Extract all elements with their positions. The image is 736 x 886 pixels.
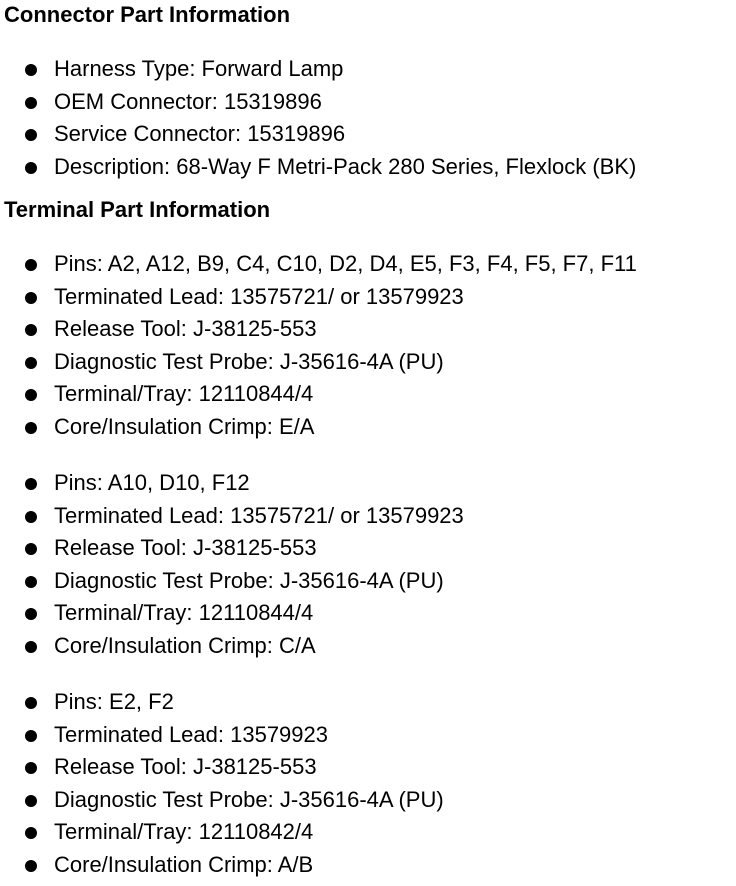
pins-text: Pins: A10, D10, F12 <box>54 470 250 495</box>
pins-text: Pins: A2, A12, B9, C4, C10, D2, D4, E5, F3, F4, F5, F7, F11 <box>54 251 637 276</box>
bullet-icon <box>25 730 37 742</box>
test-probe-text: Diagnostic Test Probe: J-35616-4A (PU) <box>54 786 444 812</box>
bullet-icon <box>25 357 37 369</box>
bullet-icon <box>25 389 37 401</box>
release-tool-text: Release Tool: J-38125-553 <box>54 535 317 561</box>
bullet-icon <box>25 324 37 336</box>
terminal-tray-text: Terminal/Tray: 12110844/4 <box>54 381 314 407</box>
bullet-icon <box>25 292 37 304</box>
bullet-icon <box>25 827 37 839</box>
description-text: Description: 68-Way F Metri-Pack 280 Series, Flexlock (BK) <box>54 153 637 179</box>
bullet-icon <box>25 478 37 490</box>
bullet-icon <box>25 64 37 76</box>
test-probe-text: Diagnostic Test Probe: J-35616-4A (PU) <box>54 348 444 374</box>
terminal-tray-text: Terminal/Tray: 12110844/4 <box>54 600 314 626</box>
bullet-icon <box>25 97 37 109</box>
bullet-icon <box>25 162 37 174</box>
terminated-lead-text: Terminated Lead: 13575721/ or 13579923 <box>54 283 464 309</box>
release-tool-text: Release Tool: J-38125-553 <box>54 316 317 342</box>
terminal-section-title: Terminal Part Information <box>4 197 271 222</box>
bullet-icon <box>25 641 37 653</box>
bullet-icon <box>25 795 37 807</box>
crimp-text: Core/Insulation Crimp: A/B <box>54 851 314 877</box>
bullet-icon <box>25 129 37 141</box>
bullet-icon <box>25 543 37 555</box>
crimp-text: Core/Insulation Crimp: C/A <box>54 632 316 658</box>
bullet-icon <box>25 259 37 271</box>
release-tool-text: Release Tool: J-38125-553 <box>54 754 317 780</box>
harness-type-text: Harness Type: Forward Lamp <box>54 56 344 81</box>
bullet-icon <box>25 511 37 523</box>
bullet-icon <box>25 608 37 620</box>
oem-connector-text: OEM Connector: 15319896 <box>54 88 322 114</box>
service-connector-text: Service Connector: 15319896 <box>54 121 346 147</box>
bullet-icon <box>25 576 37 588</box>
bullet-icon <box>25 422 37 434</box>
bullet-icon <box>25 860 37 872</box>
terminated-lead-text: Terminated Lead: 13575721/ or 13579923 <box>54 502 464 528</box>
pins-text: Pins: E2, F2 <box>54 689 174 714</box>
terminated-lead-text: Terminated Lead: 13579923 <box>54 721 328 747</box>
test-probe-text: Diagnostic Test Probe: J-35616-4A (PU) <box>54 567 444 593</box>
connector-section-title: Connector Part Information <box>4 2 291 27</box>
terminal-tray-text: Terminal/Tray: 12110842/4 <box>54 819 314 845</box>
bullet-icon <box>25 697 37 709</box>
crimp-text: Core/Insulation Crimp: E/A <box>54 413 315 439</box>
bullet-icon <box>25 762 37 774</box>
